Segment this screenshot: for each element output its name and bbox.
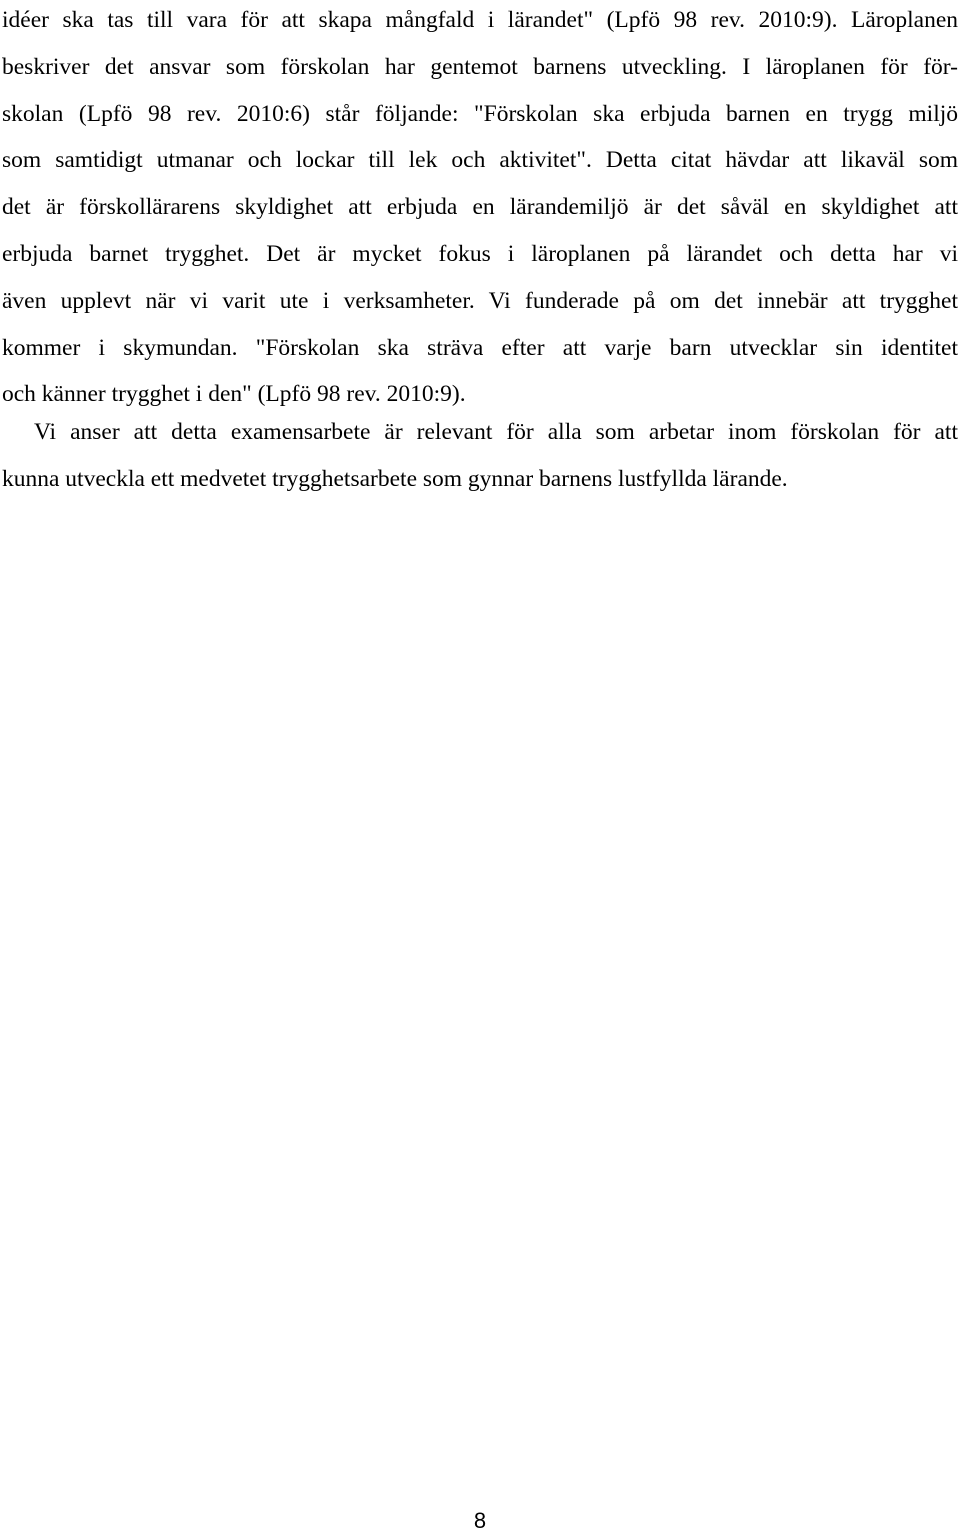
text-line: beskriver det ansvar som förskolan har gentemot barnens utveckling. I läroplanen för för- (2, 53, 958, 80)
text-line: det är förskollärarens skyldighet att erbjuda en lärandemiljö är det såväl en skyldighet att (2, 194, 958, 221)
body-paragraph (2, 0, 958, 418)
text-line: som samtidigt utmanar och lockar till lek och aktivitet". Detta citat hävdar att likaväl som (2, 147, 958, 174)
text-line: kunna utveckla ett medvetet trygghetsarbete som gynnar barnens lustfyllda lärande. (2, 465, 788, 492)
text-line: skolan (Lpfö 98 rev. 2010:6) står följande: "Förskolan ska erbjuda barnen en trygg miljö (2, 100, 958, 127)
page-number: 8 (473, 1508, 487, 1533)
text-line: erbjuda barnet trygghet. Det är mycket fokus i läroplanen på lärandet och detta har vi (2, 240, 958, 267)
text-line: och känner trygghet i den" (Lpfö 98 rev. 2010:9). (2, 381, 466, 408)
body-paragraph (2, 409, 958, 503)
text-line: idéer ska tas till vara för att skapa mångfald i lärandet" (Lpfö 98 rev. 2010:9). Läroplanen (2, 7, 958, 33)
text-line: kommer i skymundan. "Förskolan ska sträva efter att varje barn utvecklar sin identitet (2, 334, 958, 361)
text-line: Vi anser att detta examensarbete är relevant för alla som arbetar inom förskolan för att (34, 419, 958, 445)
text-line: även upplevt när vi varit ute i verksamheter. Vi funderade på om det innebär att trygghet (2, 287, 958, 314)
